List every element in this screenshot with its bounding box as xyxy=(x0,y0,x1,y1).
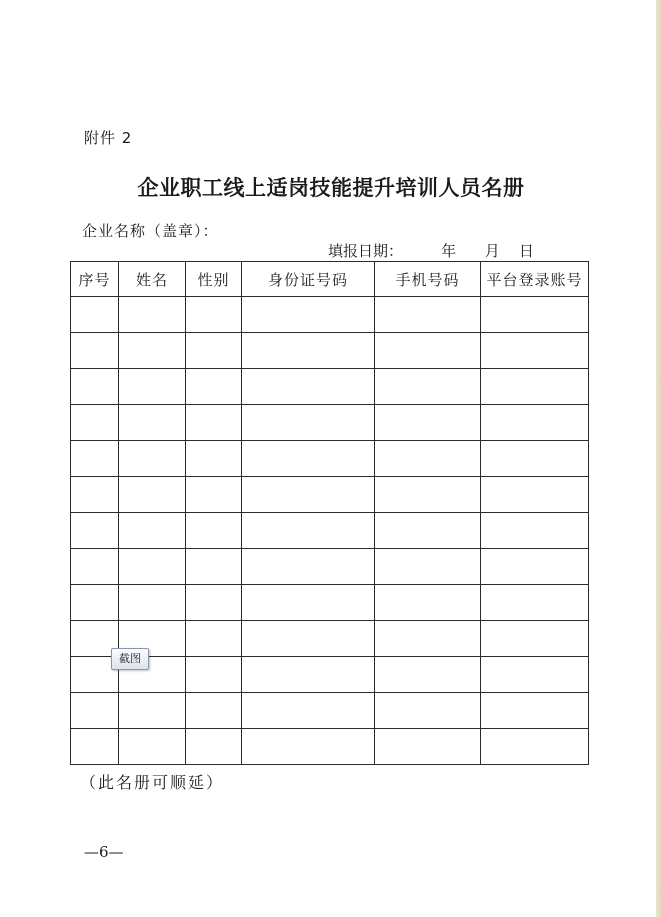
table-cell xyxy=(375,693,481,729)
table-cell xyxy=(71,297,119,333)
table-cell xyxy=(481,693,589,729)
table-cell xyxy=(119,585,186,621)
table-cell xyxy=(375,477,481,513)
table-cell xyxy=(186,333,242,369)
table-cell xyxy=(186,729,242,765)
fill-date-year: 年 xyxy=(441,242,457,260)
table-cell xyxy=(186,297,242,333)
header-phone: 手机号码 xyxy=(375,262,481,297)
table-cell xyxy=(375,405,481,441)
table-cell xyxy=(242,693,375,729)
table-cell xyxy=(186,477,242,513)
table-cell xyxy=(186,441,242,477)
table-cell xyxy=(481,657,589,693)
table-cell xyxy=(481,477,589,513)
fill-date-day: 日 xyxy=(518,242,534,260)
table-cell xyxy=(375,729,481,765)
table-cell xyxy=(119,549,186,585)
table-cell xyxy=(119,333,186,369)
table-cell xyxy=(71,549,119,585)
table-cell xyxy=(242,729,375,765)
table-cell xyxy=(119,369,186,405)
table-cell xyxy=(481,513,589,549)
table-row xyxy=(71,441,589,477)
table-cell xyxy=(186,693,242,729)
table-header-row xyxy=(71,262,589,297)
table-row xyxy=(71,729,589,765)
table-cell xyxy=(481,621,589,657)
table-cell xyxy=(242,513,375,549)
header-name: 姓名 xyxy=(119,262,186,297)
fill-date-month: 月 xyxy=(484,242,500,260)
table-cell xyxy=(375,621,481,657)
table-cell xyxy=(119,513,186,549)
table-cell xyxy=(71,585,119,621)
table-cell xyxy=(186,621,242,657)
roster-table xyxy=(70,261,589,765)
table-row xyxy=(71,693,589,729)
table-cell xyxy=(375,657,481,693)
header-platform-account: 平台登录账号 xyxy=(481,262,589,297)
table-cell xyxy=(242,405,375,441)
page-number: —6— xyxy=(84,843,124,861)
document-title: 企业职工线上适岗技能提升培训人员名册 xyxy=(137,175,525,200)
table-cell xyxy=(375,585,481,621)
header-serial: 序号 xyxy=(71,262,119,297)
table-cell xyxy=(481,405,589,441)
table-cell xyxy=(242,549,375,585)
table-cell xyxy=(242,477,375,513)
table-cell xyxy=(481,441,589,477)
table-cell xyxy=(71,441,119,477)
table-cell xyxy=(71,693,119,729)
table-cell xyxy=(375,441,481,477)
roster-table-body xyxy=(71,297,589,765)
fill-date-line xyxy=(328,240,534,261)
table-cell xyxy=(71,405,119,441)
table-cell xyxy=(481,369,589,405)
company-name-label: 企业名称（盖章）： xyxy=(82,222,219,240)
table-cell xyxy=(375,369,481,405)
table-row xyxy=(71,549,589,585)
table-cell xyxy=(242,297,375,333)
table-row xyxy=(71,297,589,333)
fill-date-label: 填报日期： xyxy=(328,242,404,260)
table-cell xyxy=(119,441,186,477)
table-cell xyxy=(71,369,119,405)
table-row xyxy=(71,513,589,549)
table-cell xyxy=(71,729,119,765)
attachment-label: 附件 2 xyxy=(84,129,133,147)
table-cell xyxy=(481,549,589,585)
header-gender: 性别 xyxy=(186,262,242,297)
table-cell xyxy=(186,585,242,621)
table-cell xyxy=(481,333,589,369)
table-cell xyxy=(242,621,375,657)
table-cell xyxy=(186,513,242,549)
table-cell xyxy=(71,333,119,369)
table-cell xyxy=(242,333,375,369)
screenshot-button[interactable]: 截图 xyxy=(111,648,149,670)
table-row xyxy=(71,333,589,369)
table-cell xyxy=(186,549,242,585)
extendable-note: （此名册可顺延） xyxy=(80,773,225,792)
table-cell xyxy=(375,513,481,549)
table-cell xyxy=(481,729,589,765)
table-cell xyxy=(119,693,186,729)
table-row xyxy=(71,405,589,441)
table-cell xyxy=(242,657,375,693)
table-cell xyxy=(242,441,375,477)
table-cell xyxy=(186,369,242,405)
table-cell xyxy=(71,477,119,513)
table-cell xyxy=(242,369,375,405)
table-cell xyxy=(119,729,186,765)
table-cell xyxy=(71,513,119,549)
table-cell xyxy=(119,297,186,333)
table-cell xyxy=(375,333,481,369)
table-cell xyxy=(375,549,481,585)
table-cell xyxy=(481,297,589,333)
table-cell xyxy=(375,297,481,333)
table-row xyxy=(71,477,589,513)
table-cell xyxy=(186,405,242,441)
page-edge-shadow xyxy=(656,0,662,917)
header-id-number: 身份证号码 xyxy=(242,262,375,297)
table-row xyxy=(71,369,589,405)
table-cell xyxy=(186,657,242,693)
table-cell xyxy=(119,405,186,441)
table-cell xyxy=(481,585,589,621)
table-cell xyxy=(242,585,375,621)
table-cell xyxy=(119,477,186,513)
table-row xyxy=(71,585,589,621)
